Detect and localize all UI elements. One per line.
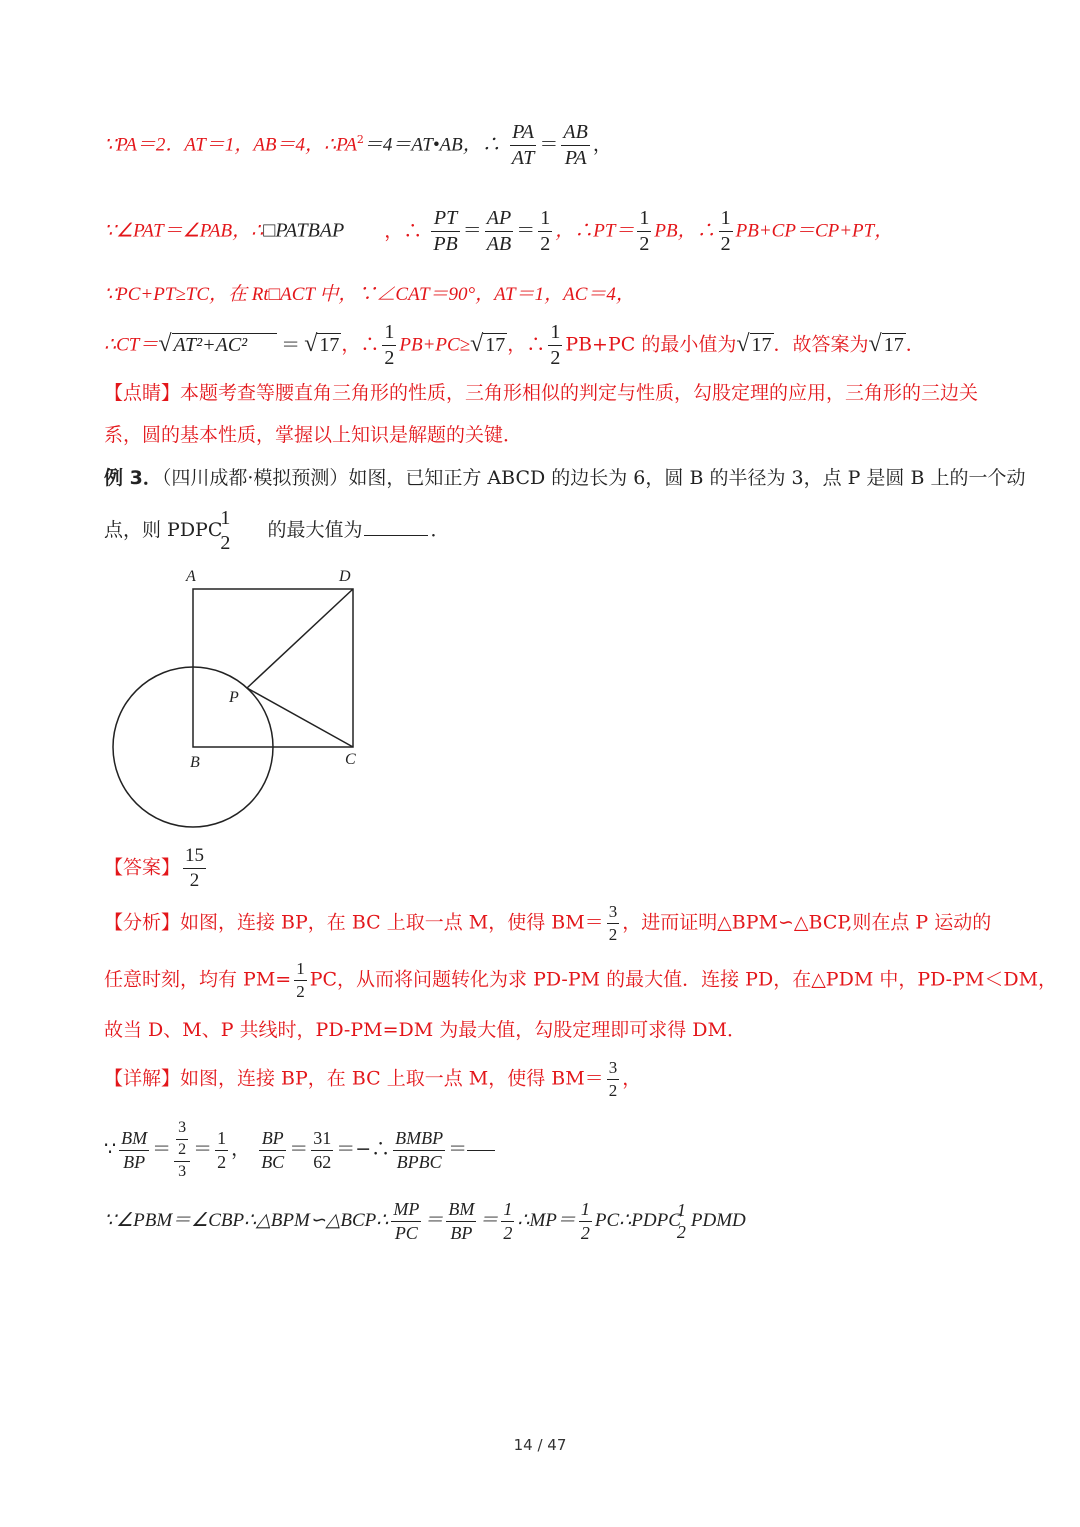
- label-c: C: [345, 751, 356, 768]
- detail-line-3: ∵∠PBM＝∠CBP∴△BPM∽△BCP∴ $\frac{MP}{PC}$ ＝ $\frac{BM}{BP}$ ＝ $\frac{1}{2}$ ∴MP＝ $\frac{1}{2}$ PC∴PDPC 1 2 PDMD: [104, 1199, 746, 1243]
- answer-line: 【答案】 $\frac{15}{2}$: [104, 845, 205, 891]
- label-p: P: [229, 689, 239, 706]
- analysis-line-3: 故当 D、M、P 共线时，PD-PM=DM 为最大值，勾股定理即可求得 DM．: [104, 1019, 746, 1041]
- analysis-line-2: 任意时刻，均有 PM= $\frac{1}{2}$ PC，从而将问题转化为求 PD-PM 的最大值．连接 PD，在△PDM 中，PD-PM＜DM，: [104, 959, 1058, 1001]
- label-a: A: [186, 568, 196, 585]
- label-b: B: [190, 754, 200, 771]
- note-tag: 【点睛】: [104, 382, 181, 404]
- fraction: $\frac{PA}{AT}$: [511, 121, 535, 169]
- example-line-2: 点，则 PDPC 1 2 的最大值为 ．: [104, 507, 450, 554]
- example-line-1: 例 3．（四川成都·模拟预测）如图，已知正方 ABCD 的边长为 6，圆 B 的半径为 3，点 P 是圆 B 上的一个动: [104, 467, 1026, 489]
- square-abcd: [193, 589, 353, 747]
- answer-tag: 【答案】: [104, 856, 181, 879]
- detail-line-2: ∵ $\frac{BM}{BP}$ ＝ $\frac{\frac{3}{2}}{3}$ ＝ $\frac{1}{2}$ ， $\frac{BP}{BC}$ ＝ $\frac{31}{62}$ ＝−∴ $\frac{\text{BMBP}}{\text{BPBC}}$ ＝: [104, 1120, 495, 1180]
- geometry-figure: [100, 562, 380, 837]
- detail-line-1: 【详解】如图，连接 BP，在 BC 上取一点 M，使得 BM＝ $\frac{3}{2}$ ，: [104, 1058, 642, 1100]
- solution-line-3: ∵PC+PT≥TC，在 Rt□ACT 中，∵∠CAT＝90°，AT＝1，AC＝4，: [104, 284, 635, 305]
- solution-line-1: ∵PA＝2．AT＝1，AB＝4，$\therefore PA^2=4=AT•AB$，∴ $\frac{PA}{AT}$ ＝ $\frac{AB}{PA}$ ，: [104, 121, 612, 169]
- example-number: 例 3．: [104, 467, 162, 489]
- fraction: $\frac{AB}{PA}$: [563, 121, 588, 169]
- analysis-line-1: 【分析】如图，连接 BP，在 BC 上取一点 M，使得 BM＝ $\frac{3}{2}$ ，进而证明△BPM∽△BCP,则在点 P 运动的: [104, 902, 992, 944]
- label-d: D: [339, 568, 351, 585]
- solution-line-2: ∵∠PAT＝∠PAB，∴□PATBAP ，∴ $\frac{PT}{PB}$ ＝ $\frac{AP}{AB}$ ＝ $\frac{1}{2}$ ，∴PT＝ $\frac{1}{2}$ PB，∴ $\frac{1}{2}$ PB+CP＝CP+PT，: [104, 207, 894, 255]
- detail-tag: 【详解】: [104, 1067, 181, 1090]
- segment-pc: [247, 688, 353, 747]
- answer-blank: [364, 535, 428, 536]
- analysis-tag: 【分析】: [104, 911, 181, 934]
- solution-line-4: ∴CT＝√ AT²+AC² ＝ √ 17 ，∴ $\frac{1}{2}$ PB+PC≥√ 17 ，∴ $\frac{1}{2}$ PB+PC 的最小值为√ 17 ．故答案为√ 17 ．: [104, 321, 925, 369]
- note-line-2: 系，圆的基本性质，掌握以上知识是解题的关键．: [104, 424, 523, 446]
- segment-pd: [247, 589, 353, 688]
- note-line-1: 【点睛】本题考查等腰直角三角形的性质，三角形相似的判定与性质，勾股定理的应用，三角形的三边关: [104, 382, 979, 404]
- page-number: 14 / 47: [513, 1436, 567, 1454]
